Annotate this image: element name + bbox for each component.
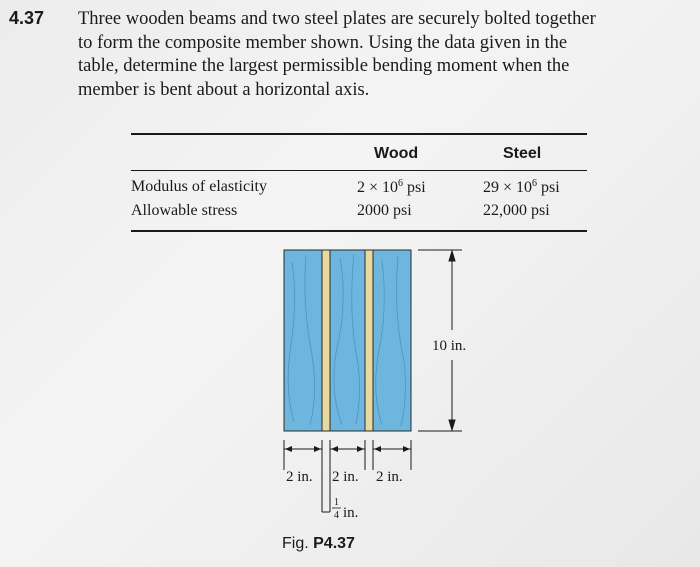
plate-thickness-label bbox=[332, 497, 358, 521]
figure-caption: Fig. P4.37 bbox=[282, 535, 355, 552]
plate-unit: in. bbox=[343, 505, 359, 521]
problem-line: table, determine the largest permissible bending moment when the bbox=[78, 56, 570, 76]
problem-line: member is bent about a horizontal axis. bbox=[78, 79, 370, 100]
steel-modulus-value: $29 \times 10^6$ psi bbox=[483, 178, 560, 196]
problem-line: Three wooden beams and two steel plates are securely bolted together bbox=[78, 9, 596, 29]
height-arrow-top bbox=[449, 251, 455, 261]
height-label: 10 in. bbox=[432, 338, 467, 354]
width-label-right: 2 in. bbox=[376, 469, 403, 485]
wood-column-header: Wood bbox=[374, 145, 419, 162]
fraction-denominator: 4 bbox=[334, 510, 339, 521]
wood-modulus-value: $2 \times 10^6$ psi bbox=[357, 178, 426, 196]
fraction-numerator: 1 bbox=[334, 497, 339, 508]
steel-column-header: Steel bbox=[503, 145, 542, 162]
width-label-left: 2 in. bbox=[286, 469, 313, 485]
modulus-row-label: Modulus of elasticity bbox=[131, 178, 267, 195]
cross-section bbox=[284, 250, 411, 431]
steel-plate-left bbox=[322, 250, 330, 431]
steel-stress-value: 22,000 psi bbox=[483, 202, 550, 219]
wood-beam-middle bbox=[330, 250, 365, 431]
problem-number: 4.37 bbox=[9, 8, 45, 28]
width-label-middle: 2 in. bbox=[332, 469, 359, 485]
wood-beam-right bbox=[373, 250, 411, 431]
height-arrow-bottom bbox=[449, 420, 455, 430]
wood-stress-value: 2000 psi bbox=[357, 202, 412, 219]
steel-plate-right bbox=[365, 250, 373, 431]
stress-row-label: Allowable stress bbox=[131, 202, 238, 219]
problem-line: to form the composite member shown. Using the data given in the bbox=[78, 32, 568, 53]
